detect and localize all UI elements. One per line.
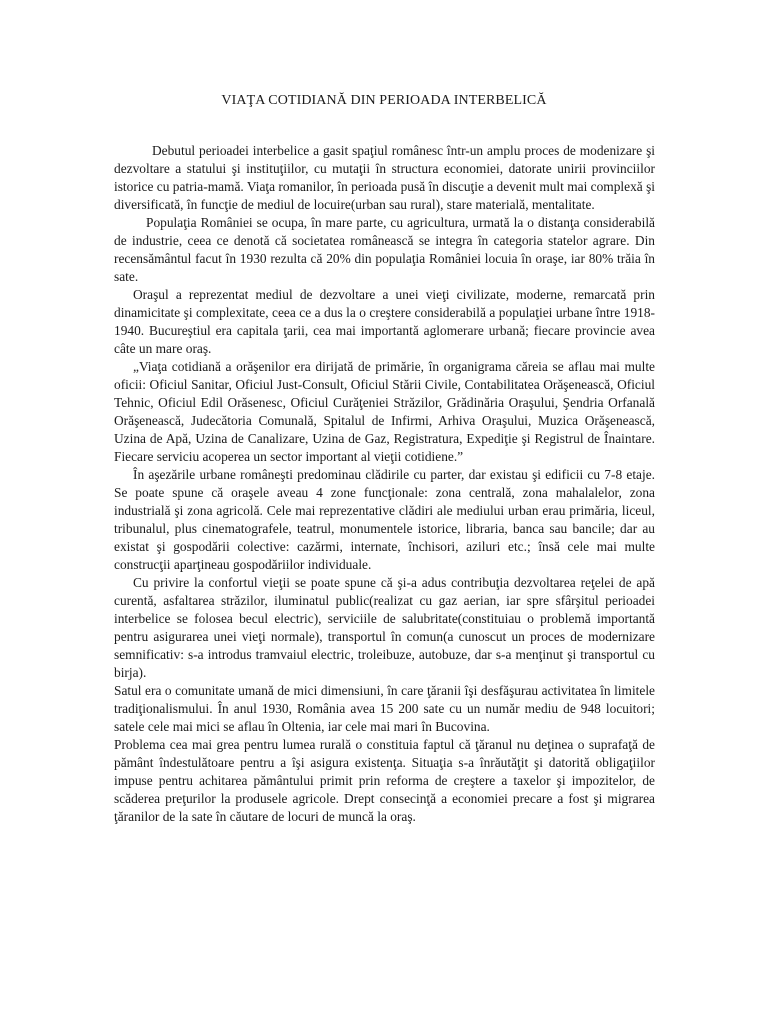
paragraph-comfort: Cu privire la confortul vieţii se poate spune că şi-a adus contribuţia dezvoltarea reţelei de apă curentă, asfaltarea străzilor, iluminatul public(realizat cu gaz aerian, iar spre sfârşitul perioadei interbelice se folosea becul electric), serviciile de salubritate(constituiau o problemă importantă pentru asigurarea unei vieţi normale), transportul în comun(a cunoscut un proces de modernizare semnificativ: s-a introdus tramvaiul electric, troleibuze, autobuze, dar s-a menţinut şi transportul cu birja). — [114, 575, 655, 680]
paragraph-interwar-debut: Debutul perioadei interbelice a gasit spaţiul românesc într-un amplu proces de modenizare şi dezvoltare a statului şi instituţiilor, cu mutaţii în structura economiei, datorate unirii provinciilor istorice cu patria-mamă. Viaţa romanilor, în perioada pusă în discuţie a devenit mult mai complexă şi diversificată, în funcţie de mediul de locuire(urban sau rural), stare materială, mentalitate. — [114, 143, 655, 212]
paragraph-city: Oraşul a reprezentat mediul de dezvoltare a unei vieţi civilizate, moderne, remarcată prin dinamicitate şi complexitate, ceea ce a dus la o creştere considerabilă a populaţiei urbane între 1918-1940. Bucureştiul era capitala ţarii, cea mai importantă aglomerare urbană; fiecare provincie avea câte un mare oraş. — [114, 287, 655, 356]
paragraph-rural-problem: Problema cea mai grea pentru lumea rurală o constituia faptul că ţăranul nu deţinea o suprafaţă de pământ îndestulătoare pentru a îşi asigura existenţa. Situaţia s-a înrăutăţit şi datorită obligaţiilor impuse pentru achitarea pământului primit prin reforma de creştere a taxelor şi impozitelor, de scăderea preţurilor la produsele agricole. Drept consecinţă a economiei precare a fost şi migrarea ţăranilor de la sate în căutare de locuri de muncă la oraş. — [114, 737, 655, 824]
paragraph-population: Populaţia României se ocupa, în mare parte, cu agricultura, urmată la o distanţa considerabilă de industrie, ceea ce denotă că societatea românească se integra în categoria statelor agrare. Din recensământul facut în 1930 rezulta că 20% din populaţia României locuia în oraşe, iar 80% trăia în sate. — [114, 215, 655, 284]
paragraph-city-hall-quote: „Viaţa cotidiană a orăşenilor era dirijată de primărie, în organigrama căreia se aflau mai multe oficii: Oficiul Sanitar, Oficiul Just-Consult, Oficiul Stării Civile, Contabilitatea Orăşenească, Oficiul Tehnic, Oficiul Edil Orăsenesc, Oficiul Curăţeniei Străzilor, Grădinăria Oraşului, Şendria Orfanală Orăşenească, Judecătoria Comunală, Spitalul de Infirmi, Arhiva Oraşului, Muzica Orăşenească, Uzina de Apă, Uzina de Canalizare, Uzina de Gaz, Registratura, Expediţie şi Registrul de Înaintare. Fiecare serviciu acoperea un sector important al vieţii cotidiene.” — [114, 359, 655, 464]
document-body — [114, 142, 655, 826]
paragraph-urban-settlements: În aşezările urbane româneşti predominau clădirile cu parter, dar existau şi edificii cu 7-8 etaje. Se poate spune că oraşele aveau 4 zone funcţionale: zona centrală, zona mahalalelor, zona industrială şi zona agricolă. Cele mai reprezentative clădiri ale mediului urban erau primăria, liceul, tribunalul, plus cinematografele, teatrul, monumentele istorice, libraria, banca sau bancile; dar au existat şi gospodării colective: cazărmi, internate, închisori, aziluri etc.; însă cele mai multe construcţii aparţineau gospodăriilor individuale. — [114, 467, 655, 572]
paragraph-village: Satul era o comunitate umană de mici dimensiuni, în care ţăranii îşi desfăşurau activitatea în limitele tradiţionalismului. În anul 1930, România avea 15 200 sate cu un număr mediu de 948 locuitori; satele cele mai mici se aflau în Oltenia, iar cele mai mari în Bucovina. — [114, 683, 655, 734]
document-title: VIAŢA COTIDIANĂ DIN PERIOADA INTERBELICĂ — [221, 93, 547, 108]
